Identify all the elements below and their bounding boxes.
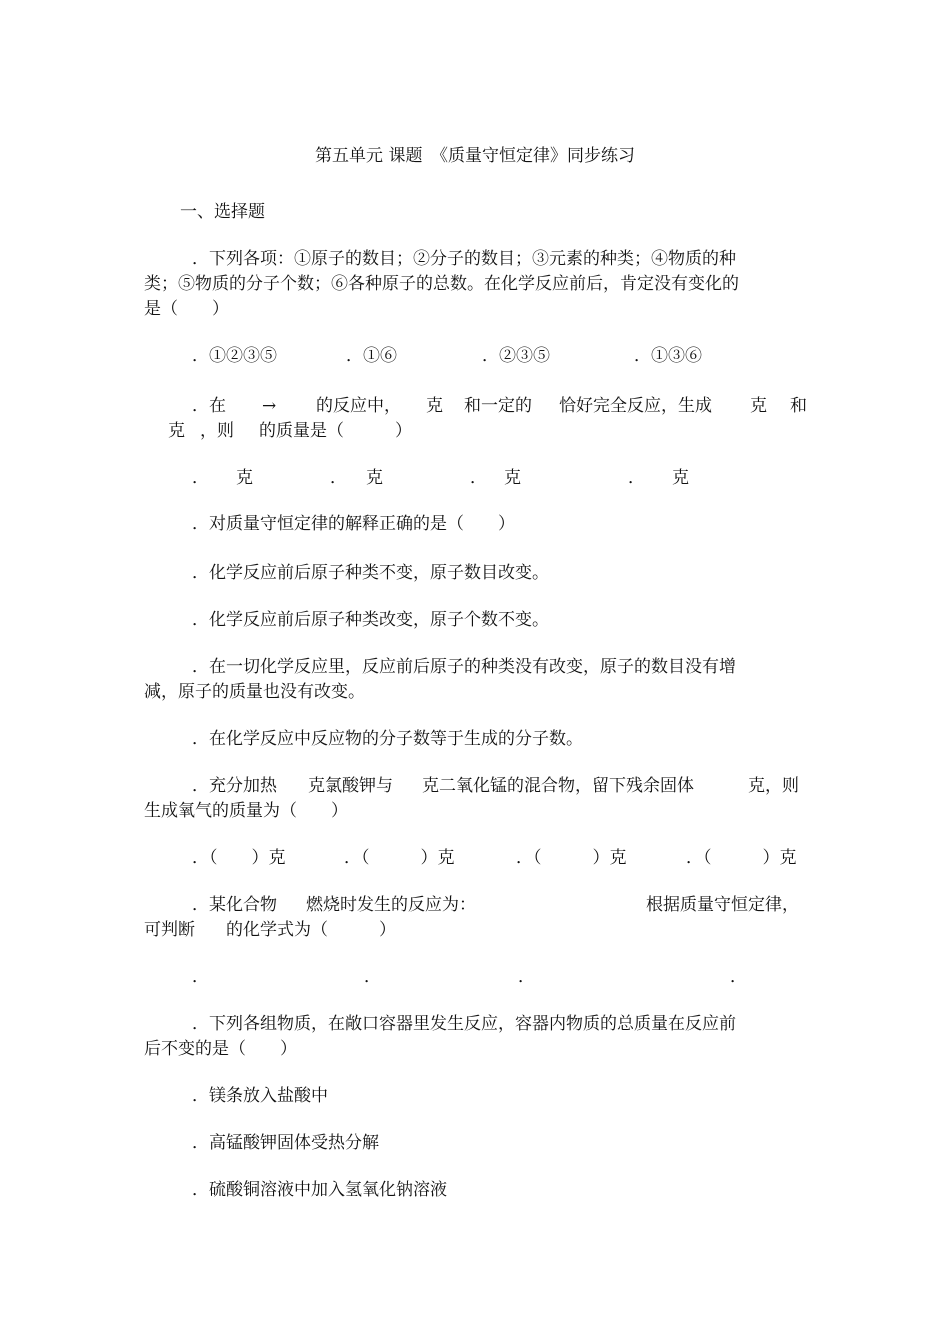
q2-stem-part-g: 和: [790, 396, 807, 416]
q4-option-c: ．（ ）克: [516, 848, 627, 868]
q1-stem-line2: 类；⑤物质的分子个数；⑥各种原子的总数。在化学反应前后，肯定没有变化的: [144, 274, 739, 294]
q2-stem-part-f: 克: [750, 396, 767, 416]
q6-option-b: ．高锰酸钾固体受热分解: [192, 1133, 379, 1153]
q4-option-a: ．（ ）克: [192, 848, 286, 868]
q1-option-a: ．①②③⑤: [192, 346, 277, 366]
q2-stem-line2-b: ，则: [200, 421, 234, 441]
q6-stem-line1: ．下列各组物质，在敞口容器里发生反应，容器内物质的总质量在反应前: [192, 1014, 736, 1034]
q1-option-b: ．①⑥: [346, 346, 397, 366]
q2-stem-line2-a: 克: [168, 421, 185, 441]
q4-option-b: ．（ ）克: [344, 848, 455, 868]
q1-stem-line1: ．下列各项：①原子的数目；②分子的数目；③元素的种类；④物质的种: [192, 249, 736, 269]
q4-stem-part-d: 克，则: [748, 776, 799, 796]
q3-option-c-line2: 减，原子的质量也没有改变。: [144, 682, 365, 702]
q2-option-d-unit: 克: [672, 468, 689, 488]
q2-stem-part-d: 和一定的: [464, 396, 532, 416]
q2-option-b-dot: ．: [330, 468, 347, 488]
q2-stem-part-a: ．在: [192, 396, 226, 416]
page-title: 第五单元 课题 《质量守恒定律》同步练习: [315, 146, 635, 166]
q3-option-b: ．化学反应前后原子种类改变，原子个数不变。: [192, 610, 549, 630]
q2-option-d-dot: ．: [628, 468, 645, 488]
q5-option-c-dot: ．: [518, 967, 535, 987]
q5-option-a-dot: ．: [192, 967, 209, 987]
q4-option-d: ．（ ）克: [686, 848, 797, 868]
q4-stem-part-a: ．充分加热: [192, 776, 277, 796]
q2-option-c-unit: 克: [504, 468, 521, 488]
q4-stem-part-b: 克氯酸钾与: [308, 776, 393, 796]
q5-stem-part-a: ．某化合物: [192, 895, 277, 915]
q2-option-c-dot: ．: [470, 468, 487, 488]
q5-stem-line2-a: 可判断: [144, 920, 195, 940]
q5-stem-part-b: 燃烧时发生的反应为：: [306, 895, 476, 915]
q6-option-a: ．镁条放入盐酸中: [192, 1086, 328, 1106]
q5-option-b-dot: ．: [364, 967, 381, 987]
q5-option-d-dot: ．: [730, 967, 747, 987]
q2-option-a-dot: ．: [192, 468, 209, 488]
q4-stem-line2: 生成氧气的质量为（ ）: [144, 801, 348, 821]
q3-stem: ．对质量守恒定律的解释正确的是（ ）: [192, 514, 515, 534]
q1-option-d: ．①③⑥: [634, 346, 702, 366]
section-heading: 一、选择题: [180, 202, 265, 222]
q6-stem-line2: 后不变的是（ ）: [144, 1039, 297, 1059]
q3-option-a: ．化学反应前后原子种类不变，原子数目改变。: [192, 563, 549, 583]
q2-option-b-unit: 克: [366, 468, 383, 488]
q1-stem-line3: 是（ ）: [144, 299, 229, 319]
q6-option-c: ．硫酸铜溶液中加入氢氧化钠溶液: [192, 1180, 447, 1200]
q3-option-c-line1: ．在一切化学反应里，反应前后原子的种类没有改变，原子的数目没有增: [192, 657, 736, 677]
q5-stem-part-c: 根据质量守恒定律，: [646, 895, 799, 915]
q5-stem-line2-b: 的化学式为（ ）: [226, 920, 396, 940]
q2-stem-line2-c: 的质量是（ ）: [259, 421, 412, 441]
q3-option-d: ．在化学反应中反应物的分子数等于生成的分子数。: [192, 729, 583, 749]
q2-arrow: →: [262, 396, 277, 416]
q4-stem-part-c: 克二氧化锰的混合物，留下残余固体: [422, 776, 694, 796]
q2-stem-part-c: 克: [426, 396, 443, 416]
q2-stem-part-b: 的反应中，: [316, 396, 401, 416]
q2-option-a-unit: 克: [236, 468, 253, 488]
q2-stem-part-e: 恰好完全反应，生成: [559, 396, 712, 416]
q1-option-c: ．②③⑤: [482, 346, 550, 366]
